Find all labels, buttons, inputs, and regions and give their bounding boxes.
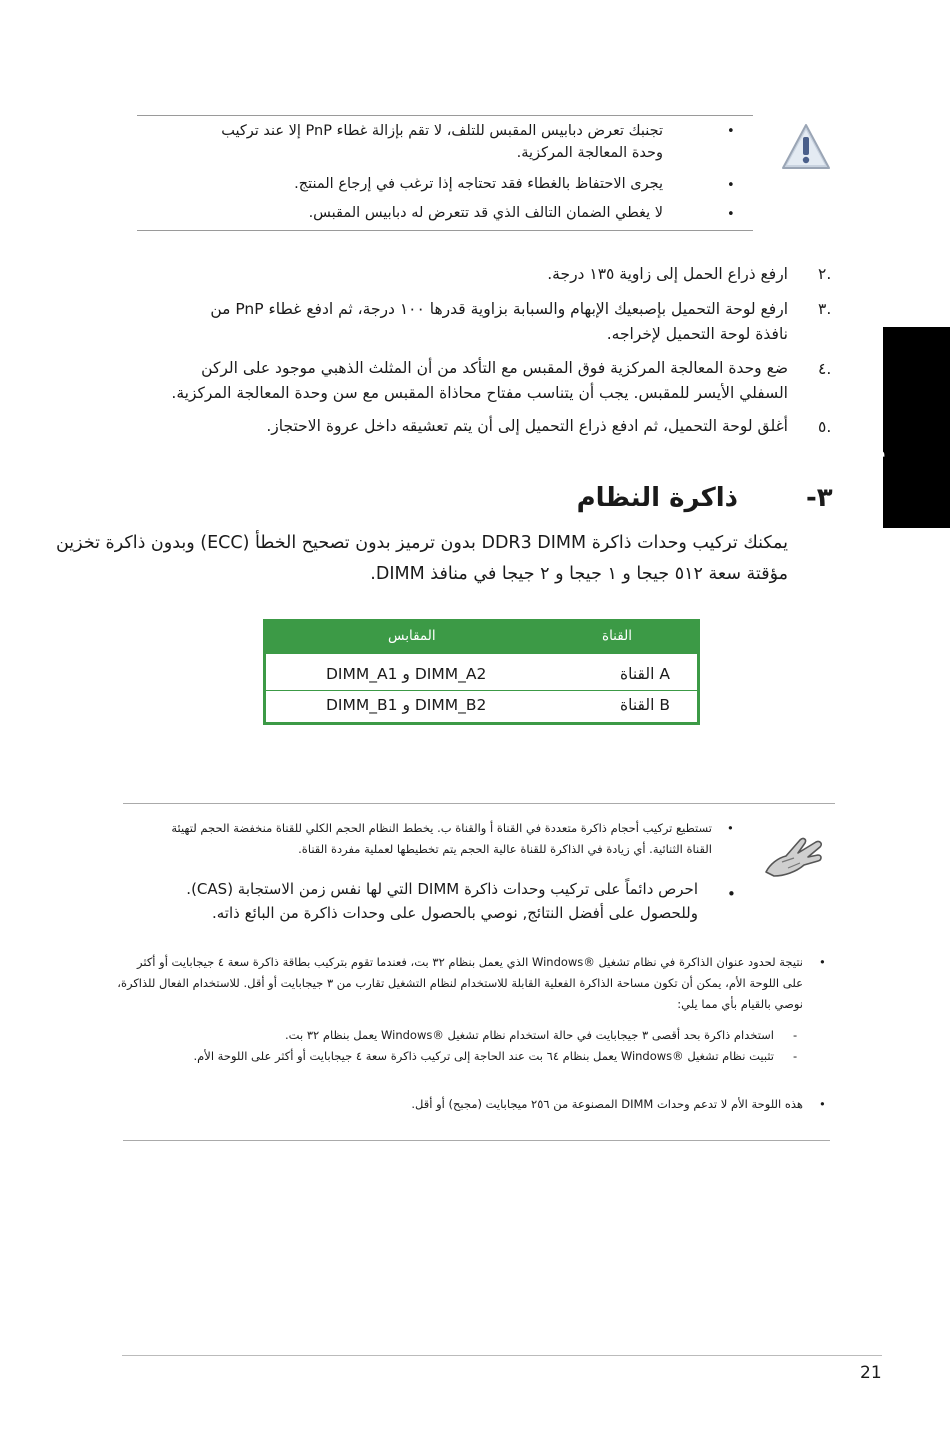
bullet: • [727,885,736,903]
language-side-tab [872,327,950,528]
header-sockets: المقابس [388,628,436,644]
step-5-text: أغلق لوحة التحميل، ثم ادفع ذراع التحميل إلى أن يتم تعشيقه داخل عروة الاحتجاز. [266,417,788,435]
note-3-line-3: نوصي بالقيام بأي مما يلي: [677,997,803,1011]
bullet: • [819,955,826,969]
step-3-line-2: نافذة لوحة التحميل لإخراجه. [606,325,788,343]
note-3-line-1: نتيجة لحدود عنوان الذاكرة في نظام تشغيل ®Windows الذي يعمل بنظام ٣٢ بت، فعندما تقوم بتركيب بطاقة ذاكرة سعة ٤ جيجابايت أو أكثر [137,955,803,969]
section-para-line-2: مؤقتة سعة ٥١٢ جيجا و ١ جيجا و ٢ جيجا في منافذ DIMM. [370,564,788,584]
note-divider-top [123,803,835,804]
note-divider-bottom [123,1140,830,1141]
step-3-line-1: ارفع لوحة التحميل بإصبعيك الإبهام والسبابة بزاوية قدرها ١٠٠ درجة، ثم ادفع غطاء PnP من [210,300,788,318]
row-channel: القناة A [620,665,670,683]
bullet: • [727,821,734,835]
note-hand-icon [760,828,830,880]
bullet: • [819,1097,826,1111]
page-number: 21 [860,1363,882,1383]
footer-rule [122,1355,882,1356]
step-4-line-2: السفلي الأيسر للمقبس. يجب أن يتناسب مفتاح محاذاة المقبس مع سن وحدة المعالجة المركزية. [171,384,788,402]
caution-item-3: لا يغطي الضمان التالف الذي قد تتعرض له دبابيس المقبس. [308,205,663,221]
row-sockets: DIMM_B1 و DIMM_B2 [326,696,487,714]
note-1-line-2: القناة الثنائية. أي زيادة في الذاكرة للقناة عالية الحجم يتم تخطيطها لعملية مفردة القناة. [298,842,712,856]
row-channel: القناة B [620,696,670,714]
step-number: ٣. [818,300,832,318]
note-3-line-2: على اللوحة الأم، يمكن أن تكون مساحة الذاكرة الفعلية القابلة للاستخدام لنظام التشغيل تقارب من ٣ جيجابايت أو أقل. للاستخدام الفعال للذاكرة، [117,976,803,990]
note-3-sub-1: استخدام ذاكرة بحد أقصى ٣ جيجابايت في حالة استخدام نظام تشغيل ®Windows يعمل بنظام ٣٢ بت. [285,1028,774,1042]
step-2-text: ارفع ذراع الحمل إلى زاوية ١٣٥ درجة. [547,265,788,283]
channel-table [263,619,700,725]
dash: - [793,1049,798,1063]
bullet: • [727,178,735,193]
table-row [266,660,697,691]
caution-box [137,115,753,231]
note-2-line-2: وللحصول على أفضل النتائج, نوصي بالحصول على وحدات ذاكرة من البائع ذاته. [212,904,698,922]
dash: - [793,1028,798,1042]
caution-warning-icon [780,122,832,172]
step-number: ٤. [818,360,832,378]
note-1-line-1: تستطيع تركيب أحجام ذاكرة متعددة في القناة أ والقناة ب. يخطط النظام الحجم الكلي للقناة منخفضة الحجم لتهيئة [171,821,712,835]
step-4-line-1: ضع وحدة المعالجة المركزية فوق المقبس مع التأكد من أن المثلث الذهبي موجود على الركن [201,359,788,377]
section-number: -٣ [806,483,833,513]
bullet: • [727,124,735,139]
note-4: هذه اللوحة الأم لا تدعم وحدات DIMM المصنوعة من ٢٥٦ ميجابايت (مجبح) أو أقل. [411,1097,803,1111]
caution-item-2: يجرى الاحتفاظ بالغطاء فقد تحتاجه إذا ترغب في إرجاع المنتج. [294,176,663,192]
caution-item-1-line-1: تجنبك تعرض دبابيس المقبس للتلف، لا تقم بإزالة غطاء PnP إلا عند تركيب [221,123,663,139]
row-sockets: DIMM_A1 و DIMM_A2 [326,665,487,683]
table-header [266,622,697,654]
step-number: ٢. [818,265,832,283]
language-label: عربي [872,417,891,461]
table-row [266,691,697,721]
bullet: • [727,207,735,222]
caution-item-1-line-2: وحدة المعالجة المركزية. [516,145,663,161]
section-para-line-1: يمكنك تركيب وحدات ذاكرة DDR3 DIMM بدون ترميز بدون تصحيح الخطأ (ECC) وبدون ذاكرة تخزين [55,533,788,553]
header-channel: القناة [602,628,632,644]
section-title: ذاكرة النظام [576,483,738,513]
step-number: ٥. [818,418,832,436]
note-3-sub-2: تثبيت نظام تشغيل ®Windows يعمل بنظام ٦٤ بت عند الحاجة إلى تركيب ذاكرة سعة ٤ جيجابايت أو أكثر على اللوحة الأم. [193,1049,774,1063]
note-2-line-1: احرص دائماً على تركيب وحدات ذاكرة DIMM التي لها نفس زمن الاستجابة (CAS). [186,880,698,898]
